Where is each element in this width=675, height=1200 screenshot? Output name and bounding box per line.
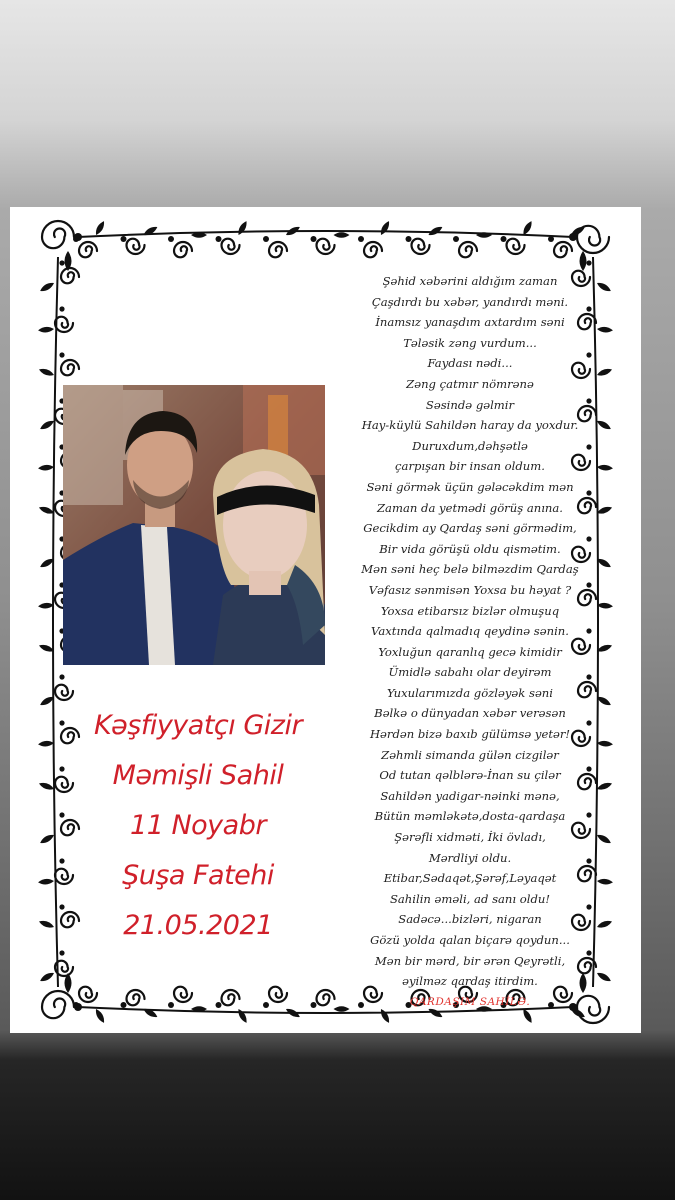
poem-line: Faydası nədi...	[427, 356, 513, 371]
berry-ornament	[59, 766, 64, 771]
poem-line: Sahilin əməli, ad sanı oldu!	[389, 891, 551, 906]
poem-line: Sadəcə...bizləri, nigaran	[398, 912, 542, 927]
memorial-caption	[70, 701, 326, 951]
berry-ornament	[548, 236, 554, 242]
poem-line: Mən bir mərd, bir ərən Qeyrətli,	[374, 953, 566, 968]
poem-line: Şəhid xəbərini aldığım zaman	[382, 274, 558, 288]
berry-ornament	[501, 236, 507, 242]
berry-ornament	[406, 236, 412, 242]
berry-ornament	[168, 1002, 174, 1008]
leaf-ornament	[580, 251, 587, 271]
swirl-ornament	[79, 242, 97, 257]
poem-line: Vaxtında qalmadıq qeydinə sənin.	[371, 624, 569, 639]
leaf-ornament	[39, 783, 54, 790]
memorial-photo	[63, 385, 325, 665]
berry-ornament	[59, 352, 64, 357]
swirl-ornament	[222, 990, 240, 1005]
poem-line: Bütün məmləkətə,dosta-qardaşa	[374, 809, 566, 824]
poem-line: Mərdliyi oldu.	[428, 850, 512, 865]
berry-ornament	[59, 858, 64, 863]
caption-rank: Kəşfiyyatçı Gizir	[93, 710, 303, 741]
poem-line: Hərdən bizə baxıb gülümsə yetər!	[369, 727, 571, 742]
poem-line: Etibar,Sədaqət,Şərəf,Ləyaqət	[383, 871, 557, 886]
poem-line: Yuxularımızda gözləyək səni	[386, 685, 553, 700]
poem-line: Zəng çatmır nömrənə	[406, 376, 534, 391]
poem-line: İnamsız yanaşdım axtardım səni	[375, 315, 565, 330]
leaf-ornament	[429, 227, 443, 235]
caption-date: 11 Noyabr	[130, 810, 266, 841]
leaf-ornament	[40, 973, 54, 981]
poem-line: Tələsik zəng vurdum...	[403, 335, 537, 350]
poem-line: Bir vida görüşü oldu qismətim.	[379, 541, 561, 556]
poem-line: Sahildən yadigar-nəinki mənə,	[380, 788, 560, 803]
berry-ornament	[74, 1003, 82, 1011]
swirl-ornament	[412, 239, 430, 254]
swirl-ornament	[174, 987, 192, 1002]
poem-line: Duruxdum,dəhşətlə	[412, 438, 528, 453]
berry-ornament	[59, 720, 64, 725]
poem-line: Gözü yolda qalan biçarə qoydun...	[370, 933, 570, 947]
poem-line: Yoxluğun qaranlıq gecə kimidir	[378, 644, 562, 659]
leaf-ornament	[39, 645, 54, 652]
poem-line: Səni görmək üçün gələcəkdim mən	[366, 479, 574, 494]
poem-line: Gecikdim ay Qardaş səni görmədim,	[363, 521, 577, 536]
leaf-ornament	[39, 921, 54, 928]
berry-ornament	[59, 674, 64, 679]
poem-line: Vəfasız sənmisən Yoxsa bu həyat ?	[368, 582, 572, 597]
caption-date-numeric: 21.05.2021	[123, 910, 273, 941]
leaf-ornament	[40, 421, 54, 429]
swirl-ornament	[174, 242, 192, 257]
berry-ornament	[216, 236, 222, 242]
berry-ornament	[311, 1002, 317, 1008]
swirl-ornament	[127, 239, 145, 254]
leaf-ornament	[96, 1009, 104, 1023]
berry-ornament	[168, 236, 174, 242]
swirl-ornament	[55, 685, 73, 700]
berry-ornament	[453, 236, 459, 242]
poem-line: Səsində gəlmir	[425, 397, 515, 412]
poem-line: Bəlkə o dünyadan xəbər verəsən	[374, 706, 566, 721]
berry-ornament	[121, 236, 127, 242]
swirl-ornament	[79, 987, 97, 1002]
swirl-ornament	[61, 268, 79, 283]
poem-line: Od tutan qəlblərə-İnan su çilər	[379, 768, 561, 783]
leaf-ornament	[38, 603, 54, 609]
leaf-ornament	[38, 465, 54, 471]
caption-title: Şuşa Fatehi	[122, 860, 274, 891]
berry-ornament	[311, 236, 317, 242]
leaf-ornament	[238, 1009, 246, 1023]
swirl-ornament	[364, 242, 382, 257]
poem-line: Çaşdırdı bu xəbər, yandırdı məni.	[371, 294, 569, 309]
berry-ornament	[586, 260, 591, 265]
berry-ornament	[216, 1002, 222, 1008]
leaf-ornament	[40, 697, 54, 705]
swirl-ornament	[42, 991, 74, 1018]
caption-name: Məmişli Sahil	[112, 760, 284, 791]
berry-ornament	[74, 233, 82, 241]
poem-line: Hay-küylü Sahildən haray da yoxdur.	[361, 418, 579, 433]
poem-line: Şərəfli xidməti, İki övladı,	[394, 830, 546, 845]
leaf-ornament	[40, 835, 54, 843]
poem-text	[326, 271, 614, 1012]
swirl-ornament	[507, 239, 525, 254]
leaf-ornament	[523, 221, 531, 235]
berry-ornament	[569, 233, 577, 241]
berry-ornament	[59, 904, 64, 909]
poem-line: Zəhmli simanda gülən cizgilər	[381, 747, 559, 762]
swirl-ornament	[459, 242, 477, 257]
poem-line: çarpışan bir insan oldum.	[395, 459, 545, 474]
swirl-ornament	[269, 987, 287, 1002]
leaf-ornament	[40, 283, 54, 291]
berry-ornament	[59, 260, 64, 265]
poem-line: Zaman da yetmədi görüş anına.	[377, 500, 563, 515]
poem-line: əyilməz qardaş itirdim.	[402, 974, 538, 989]
leaf-ornament	[38, 741, 54, 747]
poem-signature: QARDAŞIM SAHİLƏ.	[409, 995, 531, 1008]
swirl-ornament	[127, 990, 145, 1005]
leaf-ornament	[334, 232, 350, 238]
berry-ornament	[59, 812, 64, 817]
leaf-ornament	[40, 559, 54, 567]
leaf-ornament	[39, 369, 54, 376]
leaf-ornament	[238, 221, 246, 235]
berry-ornament	[358, 236, 364, 242]
berry-ornament	[59, 306, 64, 311]
leaf-ornament	[96, 221, 104, 235]
poem-line: Ümidlə sabahı olar deyirəm	[388, 665, 552, 680]
swirl-ornament	[269, 242, 287, 257]
memorial-card	[10, 207, 641, 1033]
poem-line: Yoxsa etibarsız bizlər olmuşuq	[380, 603, 560, 618]
berry-ornament	[59, 950, 64, 955]
leaf-ornament	[38, 879, 54, 885]
leaf-ornament	[381, 221, 389, 235]
swirl-ornament	[317, 239, 335, 254]
leaf-ornament	[39, 507, 54, 514]
leaf-ornament	[38, 327, 54, 333]
swirl-ornament	[42, 221, 74, 248]
poem-line: Mən səni heç belə bilməzdim Qardaş	[361, 562, 579, 577]
swirl-ornament	[554, 242, 572, 257]
swirl-ornament	[55, 317, 73, 332]
berry-ornament	[263, 236, 269, 242]
berry-ornament	[121, 1002, 127, 1008]
berry-ornament	[263, 1002, 269, 1008]
swirl-ornament	[222, 239, 240, 254]
swirl-ornament	[61, 360, 79, 375]
